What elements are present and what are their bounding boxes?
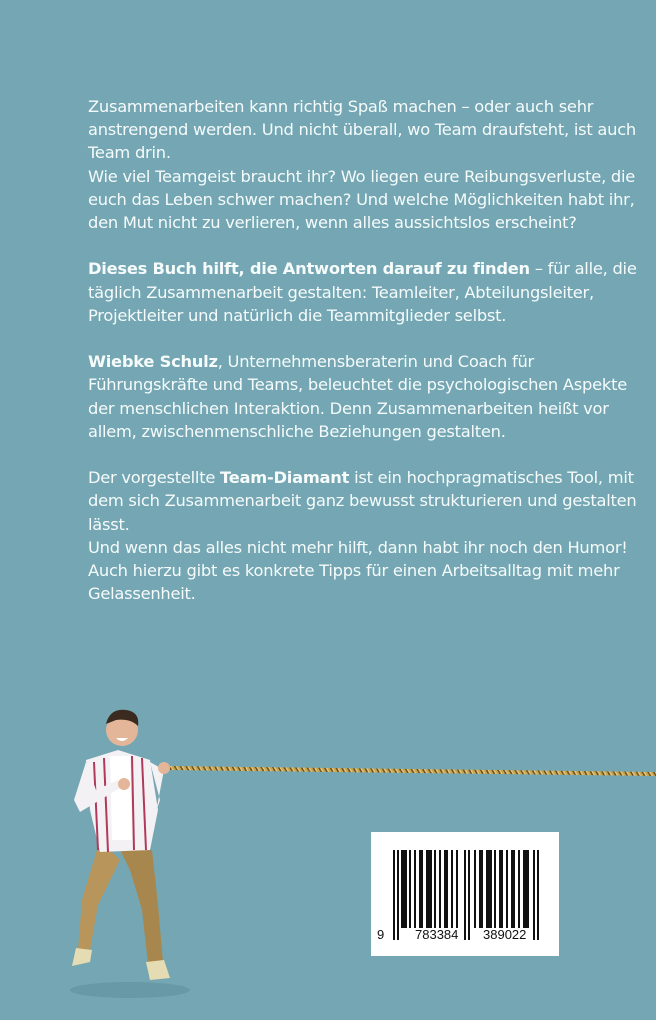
tool-paragraph (88, 466, 648, 605)
tool-text-after: ist ein hochpragmatisches Tool, mit dem sich Zusammenarbeit ganz bewusst strukturieren und gestalten lässt. (88, 468, 637, 534)
purpose-bold: Dieses Buch hilft, die Antworten darauf zu finden (88, 259, 530, 279)
isbn-prefix-digit: 9 (377, 927, 385, 942)
isbn-group-1: 783384 (415, 927, 459, 942)
barcode-bars (387, 850, 547, 932)
back-cover-blurb (88, 95, 648, 629)
man-pulling-rope-image (60, 700, 200, 1000)
isbn-group-2: 389022 (483, 927, 527, 942)
intro-paragraph (88, 95, 648, 234)
purpose-paragraph (88, 257, 648, 327)
author-paragraph (88, 350, 648, 443)
purpose-text: – für alle, die täglich Zusammenarbeit gestalten: Teamleiter, Abteilungsleiter, Projektleiter und natürlich die Teammitglieder selbst. (88, 259, 637, 325)
tool-text-before: Der vorgestellte (88, 468, 221, 488)
intro-text-1: Zusammenarbeiten kann richtig Spaß machen – oder auch sehr anstrengend werden. Und nicht überall, wo Team draufsteht, ist auch Team drin. (88, 97, 636, 163)
rope-illustration (168, 766, 656, 776)
author-description: , Unternehmensberaterin und Coach für Führungskräfte und Teams, beleuchtet die psychologischen Aspekte der menschlichen Interaktion. Denn Zusammenarbeiten heißt vor allem, zwischenmenschliche Beziehungen gestalten. (88, 352, 627, 441)
intro-text-2: Wie viel Teamgeist braucht ihr? Wo liegen eure Reibungsverluste, die euch das Leben schwer machen? Und welche Möglichkeiten habt ihr, den Mut nicht zu verlieren, wenn alles aussichtslos erscheint? (88, 166, 636, 233)
author-name: Wiebke Schulz (88, 352, 218, 372)
tool-name: Team-Diamant (220, 468, 350, 488)
humor-text: Und wenn das alles nicht mehr hilft, dann habt ihr noch den Humor! Auch hierzu gibt es konkrete Tipps für einen Arbeitsalltag mit mehr Gelassenheit. (88, 537, 628, 604)
isbn-barcode (371, 832, 559, 956)
